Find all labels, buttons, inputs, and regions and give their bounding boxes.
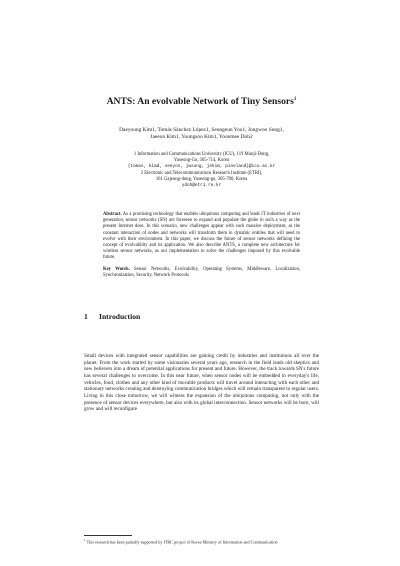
affiliation-2-line-2: 161 Gajeong-dong, Yuseong-gu, 305-700, Korea [155, 176, 248, 182]
keywords-text: Sensor Networks, Evolvability, Operating Systems, Middleware, Localization, Synchronization, Security, Network Protocols [103, 267, 300, 279]
section-number: 1 [84, 312, 88, 321]
title-footnote-mark: 1 [293, 96, 297, 102]
authors-line-1: Daeyoung Kim1, Tomás Sánchez López1, Seongeun Yoo1, Jongwoo Sung1, [119, 127, 284, 133]
footnote-text: This research has been partially supported by ITRC project of Korea Ministry of Information and Communication [86, 539, 278, 545]
authors-line-2: Jaeeon Kim1, Youngsoo Kim1, Yoonmee Doh2 [150, 134, 253, 141]
section-title: Introduction [99, 312, 141, 321]
paper-title [84, 96, 319, 107]
abstract [103, 212, 300, 262]
author-list [84, 127, 319, 142]
abstract-text: As a promising technology that enables ubiquitous computing and leads IT industries of next generation, sensor networks (SN) are foreseen to expand and populate the globe in such a way as the present Internet does. In this scenario, new challenges appear with such massive deployment, as the constant interaction of nodes and networks will transform them in dynamic entities that will need to evolve with their environment. In this paper, we discuss the future of sensor networks defining the concept of evolvability and its application. We also describe ANTS, a complete new architecture for wireless sensor networks, as our implementation to solve the challenges imposed by this evolvable future. [103, 212, 301, 261]
abstract-label: Abstract. [103, 212, 122, 217]
affiliation-2-line-1: 2 Electronic and Telecommunications Research Institute (ETRI), [140, 170, 263, 176]
keywords [103, 267, 300, 279]
intro-paragraph: Small devices with integrated sensor capabilities are gaining credit by industries and institutions all over the planet. From the work started by some visionaries several years ago, research in the field leads old skeptics and new believers into a dream of potential applications for present and future. However, the track towards SN's future has several challenges to overcome. In this near future, when sensor nodes will be embedded in everyday's life, vehicles, food, clothes and any other kind of movable products will travel around interacting with each other and stationary networks creating and destroying communication bridges which will remain transparent to regular users. Living in this close tomorrow, we will witness the expansion of the ubiquitous computing, not only with the presence of sensor devices everywhere, but also with its global interconnection. Sensor networks will be born, will grow and will reconfigure [84, 353, 319, 413]
title-text: ANTS: An evolvable Network of Tiny Sensors [106, 96, 294, 107]
affiliation-1-emails: {tomas, kimd, seeyoo, jwsung, jekim, pineland}@icu.ac.kr [127, 164, 276, 170]
footnote-rule [84, 535, 132, 536]
footnote [84, 538, 319, 545]
affiliation-1-line-1: 1 Information and Communications University (ICU), 119 Munji-Dong, [133, 152, 270, 157]
affiliation-2-email: ydoh@etri.re.kr [181, 183, 222, 189]
affiliations [84, 152, 319, 189]
footnote-mark: 1 [84, 538, 86, 542]
affiliation-1-line-2: Yuseong-Gu, 305-714, Korea [173, 158, 230, 164]
section-heading [84, 312, 319, 321]
keywords-label: Key Words. [103, 267, 130, 272]
